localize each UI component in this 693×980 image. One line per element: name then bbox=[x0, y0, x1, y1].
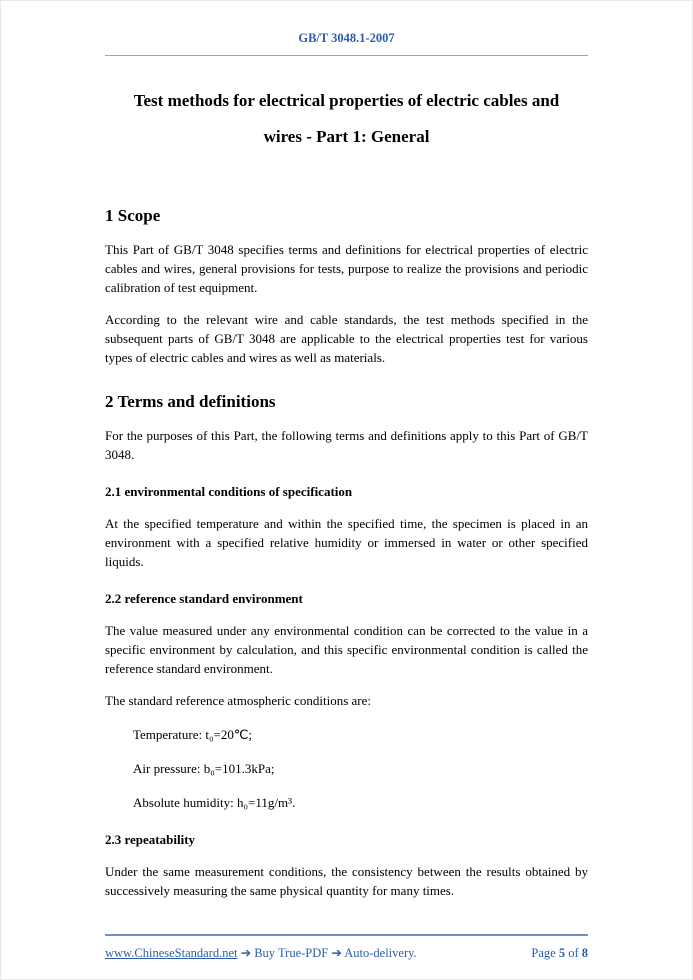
subsection-2-2-paragraph-1: The value measured under any environmental condition can be corrected to the value in a specific environment by calculation, and this specific environmental condition is called the reference standard environment. bbox=[105, 623, 588, 676]
document-title bbox=[105, 83, 588, 155]
footer-promo bbox=[105, 945, 417, 961]
subsection-heading-2-2: 2.2 reference standard environment bbox=[105, 591, 303, 606]
page-footer bbox=[105, 934, 588, 961]
footer-website-link[interactable]: www.ChineseStandard.net bbox=[105, 946, 238, 960]
subsection-2-3-paragraph: Under the same measurement conditions, the consistency between the results obtained by successively measuring the same physical quantity for many times. bbox=[105, 864, 588, 898]
scope-paragraph-1: This Part of GB/T 3048 specifies terms and definitions for electrical properties of electric cables and wires, general provisions for tests, purpose to realize the provisions and periodic calibration of test equipment. bbox=[105, 242, 588, 295]
terms-intro-paragraph: For the purposes of this Part, the following terms and definitions apply to this Part of GB/T 3048. bbox=[105, 428, 588, 462]
subsection-heading-2-3: 2.3 repeatability bbox=[105, 832, 196, 847]
document-title-line1: Test methods for electrical properties of electric cables and bbox=[133, 91, 560, 110]
subsection-heading-2-1: 2.1 environmental conditions of specification bbox=[105, 484, 353, 499]
section-heading-terms: 2 Terms and definitions bbox=[105, 392, 276, 411]
section-heading-scope: 1 Scope bbox=[105, 206, 161, 225]
document-title-line2: wires - Part 1: General bbox=[263, 127, 430, 146]
header-standard-number: GB/T 3048.1-2007 bbox=[298, 31, 395, 45]
subsection-2-1-paragraph: At the specified temperature and within the specified time, the specimen is placed in an environment with a specified relative humidity or immersed in water or other specified liquids. bbox=[105, 516, 588, 569]
header-rule bbox=[105, 55, 588, 56]
footer-page-indicator bbox=[531, 946, 588, 961]
footer-of-label: of bbox=[565, 946, 582, 960]
condition-temperature: Temperature: t₀=20℃; bbox=[133, 727, 253, 742]
condition-air-pressure: Air pressure: b₀=101.3kPa; bbox=[133, 761, 275, 776]
condition-absolute-humidity: Absolute humidity: h₀=11g/m³. bbox=[133, 795, 296, 810]
footer-page-number: 5 bbox=[558, 946, 566, 960]
scope-paragraph-2: According to the relevant wire and cable standards, the test methods specified in the subsequent parts of GB/T 3048 are applicable to the electrical properties test for various types of electric cables and wires as well as materials. bbox=[105, 312, 588, 365]
footer-total-pages: 8 bbox=[581, 946, 588, 960]
footer-tagline: ➔ Buy True-PDF ➔ Auto-delivery. bbox=[237, 946, 417, 960]
footer-page-label: Page bbox=[531, 946, 559, 960]
subsection-2-2-paragraph-2: The standard reference atmospheric conditions are: bbox=[105, 693, 372, 708]
